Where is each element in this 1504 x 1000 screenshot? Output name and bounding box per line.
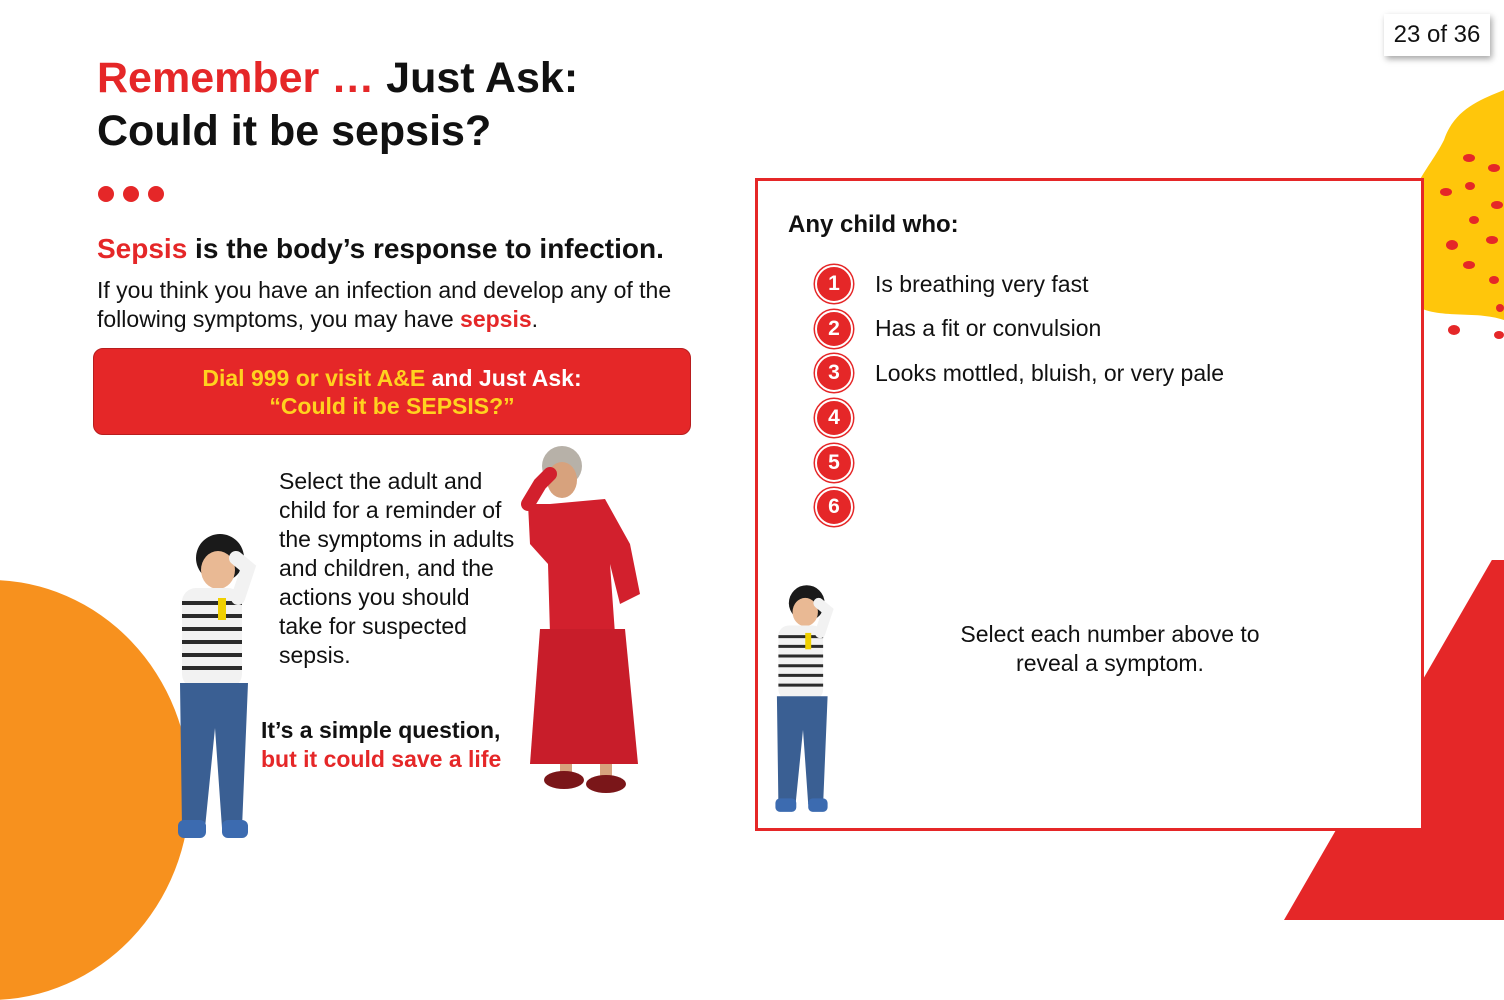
symptom-text-3: Looks mottled, bluish, or very pale	[875, 359, 1225, 386]
tagline-line1: It’s a simple question,	[261, 717, 501, 743]
sepsis-highlight: Sepsis	[97, 233, 188, 264]
symptom-number-button-5[interactable]: 5	[815, 444, 853, 482]
symptom-list	[815, 262, 1224, 530]
title-remember: Remember …	[97, 54, 375, 102]
panel-hint: Select each number above to reveal a symptom.	[960, 621, 1260, 676]
symptom-item	[815, 485, 1224, 530]
symptom-number-button-3[interactable]: 3	[815, 354, 853, 392]
symptom-item	[815, 351, 1224, 396]
tagline	[261, 716, 501, 774]
intro-text: If you think you have an infection and develop any of the following symptoms, you may have	[97, 277, 672, 332]
callout-just-ask: and Just Ask:	[425, 364, 582, 391]
intro-sepsis-highlight: sepsis	[460, 306, 532, 332]
symptom-number-button-2[interactable]: 2	[815, 310, 853, 348]
symptom-item	[815, 440, 1224, 485]
symptom-item	[815, 307, 1224, 352]
child-figure-button[interactable]	[160, 528, 270, 848]
symptom-item	[815, 262, 1224, 307]
dial-999-callout	[93, 348, 691, 435]
panel-heading: Any child who:	[788, 211, 959, 238]
three-dots-decoration	[98, 186, 164, 202]
title-question: Could it be sepsis?	[97, 107, 492, 155]
adult-figure-button[interactable]	[520, 444, 670, 798]
page-title	[97, 52, 578, 158]
callout-dial-999: Dial 999 or visit A&E	[202, 364, 426, 391]
symptom-number-button-6[interactable]: 6	[815, 488, 853, 526]
symptom-number-button-4[interactable]: 4	[815, 399, 853, 437]
symptom-number-button-1[interactable]: 1	[815, 265, 853, 303]
selection-instructions: Select the adult and child for a reminder of the symptoms in adults and children, and the actions you should take for suspected sepsis.	[279, 468, 515, 668]
page-counter: 23 of 36	[1384, 14, 1490, 56]
sepsis-definition	[97, 231, 664, 267]
sepsis-definition-text: is the body’s response to infection.	[187, 233, 664, 264]
symptom-item	[815, 396, 1224, 441]
symptom-text-2: Has a fit or convulsion	[875, 315, 1102, 342]
intro-end: .	[531, 306, 539, 332]
tagline-line2: but it could save a life	[261, 746, 502, 772]
child-figure-small	[762, 574, 844, 826]
title-just-ask: Just Ask:	[374, 54, 579, 102]
symptom-text-1: Is breathing very fast	[875, 270, 1089, 297]
callout-question: “Could it be SEPSIS?”	[269, 392, 515, 419]
intro-paragraph	[97, 276, 707, 334]
